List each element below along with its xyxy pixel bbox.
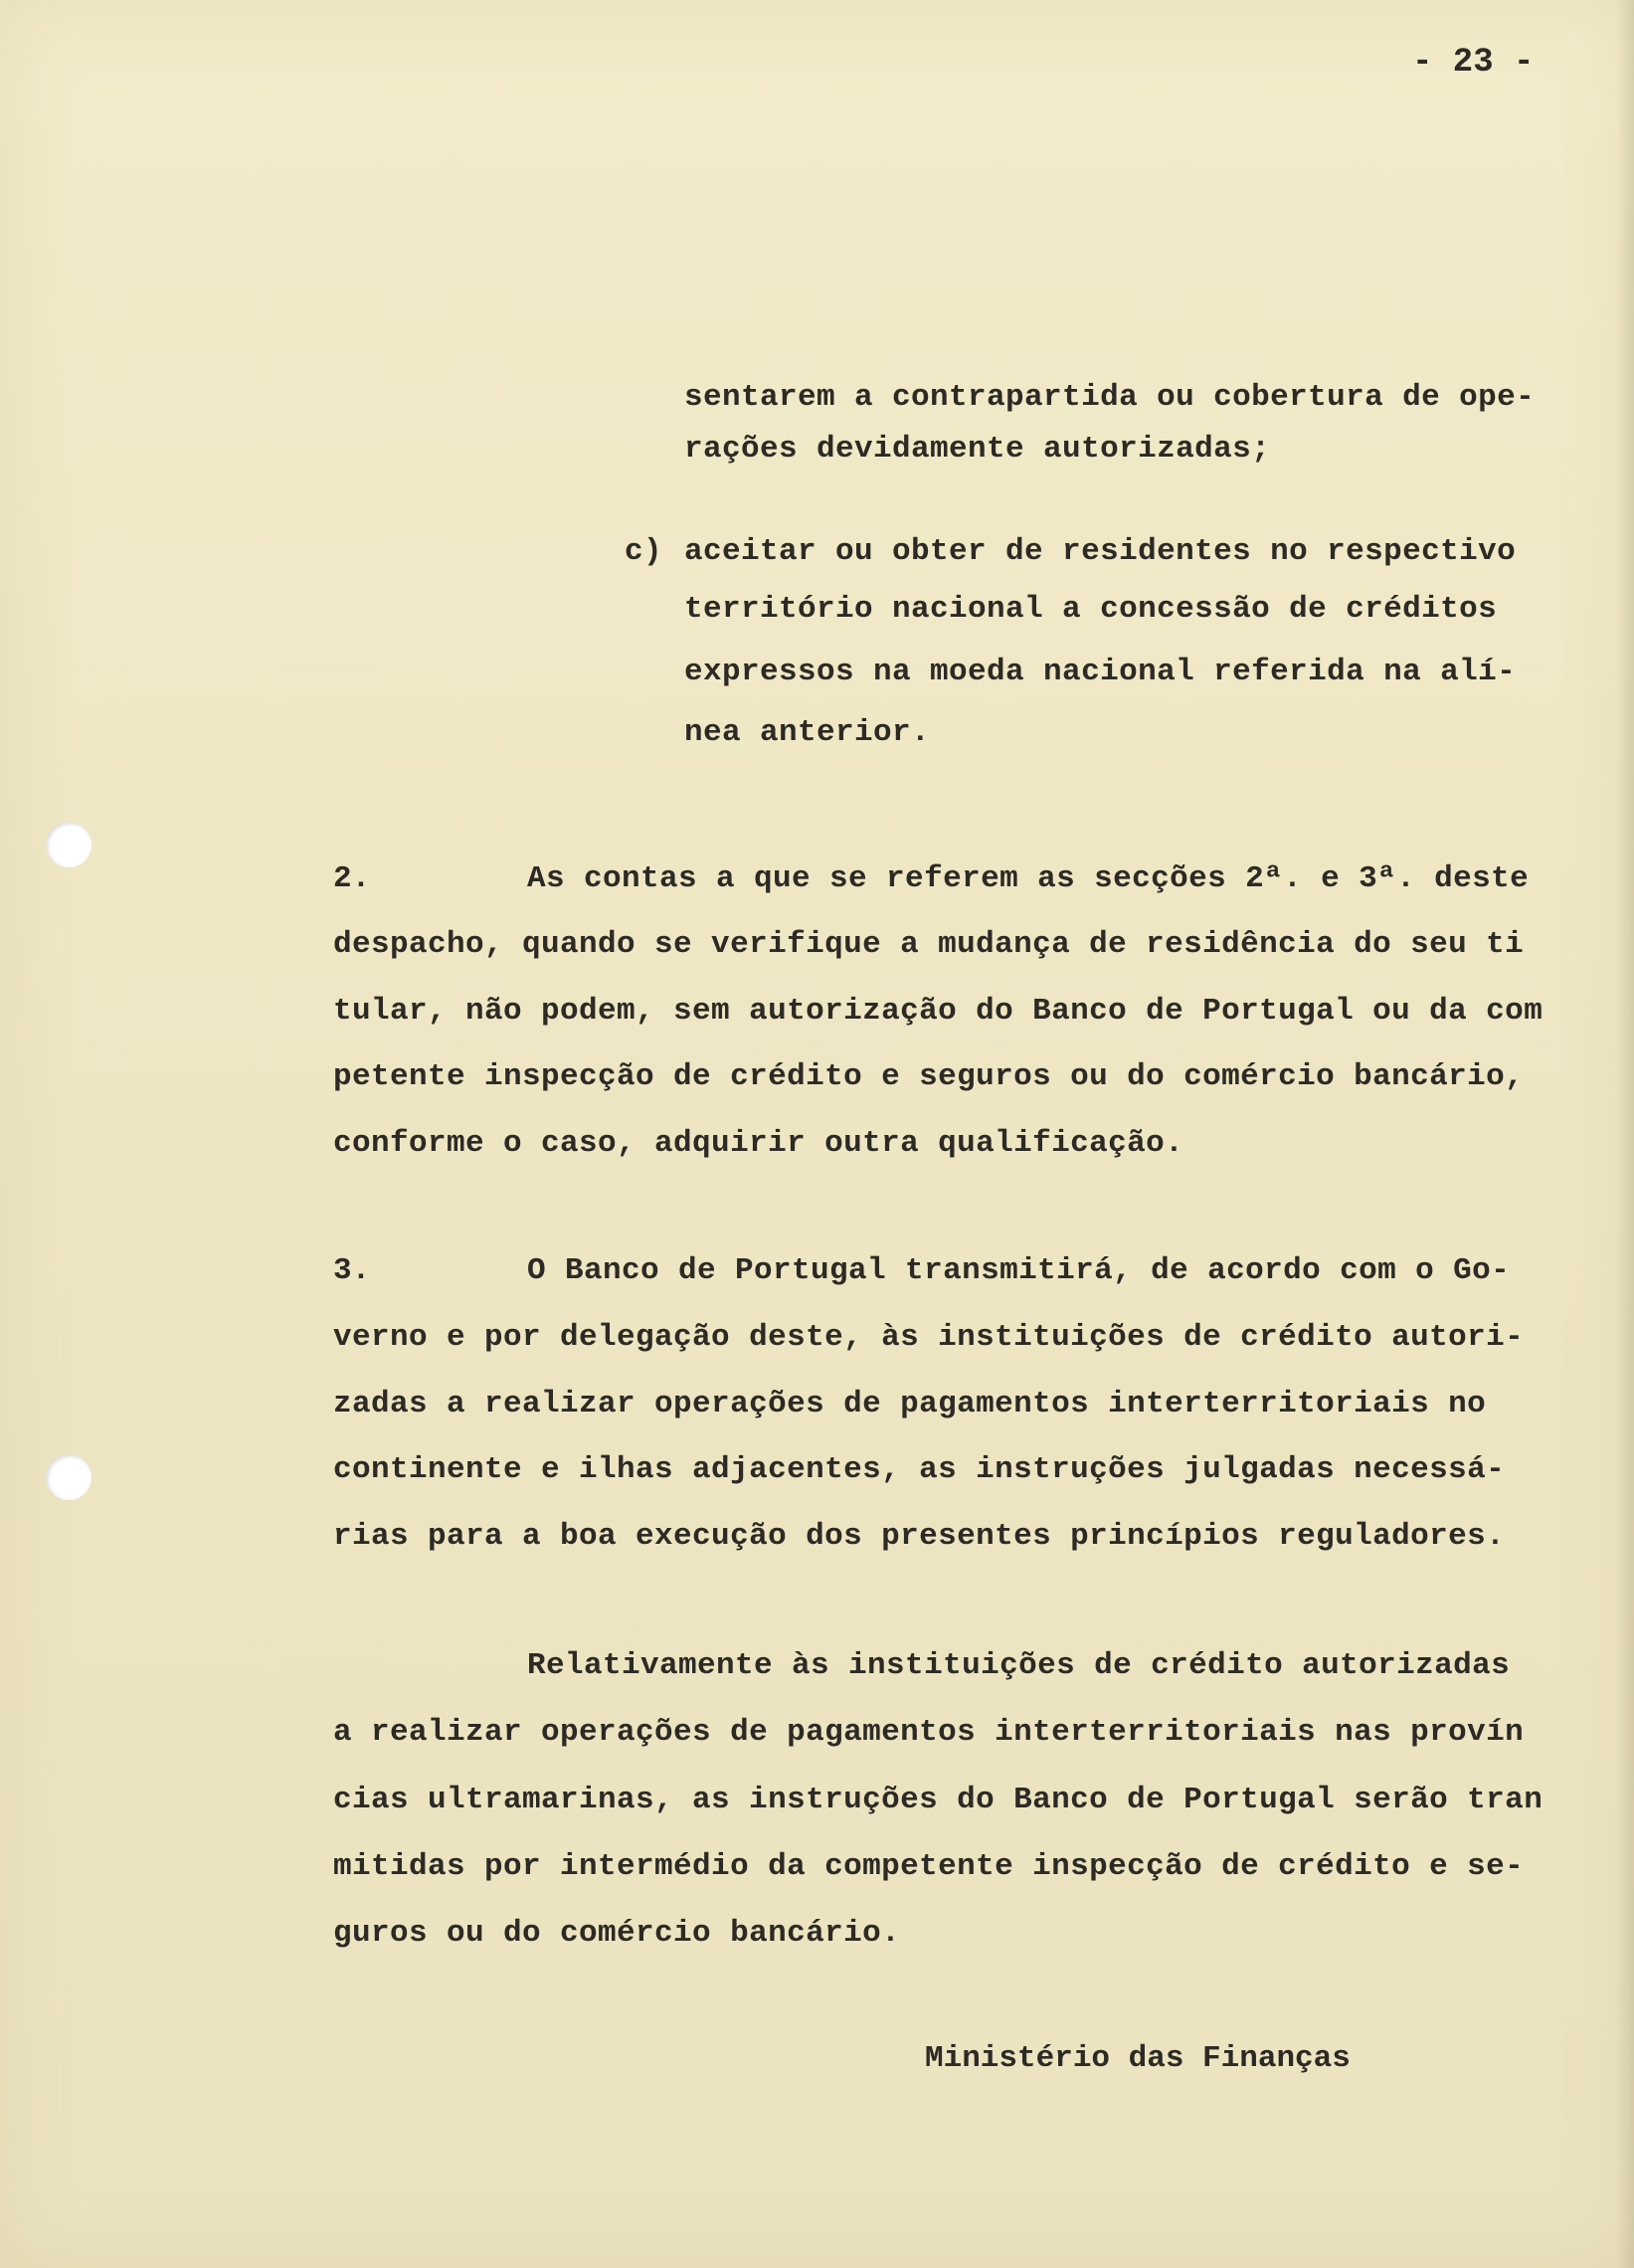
section-2-line: tular, não podem, sem autorização do Banco de Portugal ou da com — [333, 994, 1543, 1029]
final-paragraph-line: cias ultramarinas, as instruções do Banco de Portugal serão tran — [333, 1783, 1543, 1817]
item-c-line: aceitar ou obter de residentes no respectivo — [684, 534, 1517, 569]
punch-hole-top — [46, 822, 91, 867]
signature: Ministério das Finanças — [925, 2041, 1351, 2076]
section-3-number: 3. — [333, 1253, 371, 1288]
section-3-line: zadas a realizar operações de pagamentos interterritoriais no — [333, 1387, 1487, 1421]
section-3-line: continente e ilhas adjacentes, as instruções julgadas necessá- — [333, 1452, 1506, 1487]
section-2-line: petente inspecção de crédito e seguros ou do comércio bancário, — [333, 1059, 1525, 1094]
punch-hole-bottom — [46, 1454, 91, 1500]
final-paragraph-first-line: Relativamente às instituições de crédito autorizadas — [527, 1648, 1511, 1683]
page-number: - 23 - — [1412, 44, 1535, 82]
section-2-line: despacho, quando se verifique a mudança de residência do seu ti — [333, 927, 1525, 962]
final-paragraph-line: a realizar operações de pagamentos interterritoriais nas provín — [333, 1715, 1525, 1750]
page-edge-shadow — [1616, 0, 1634, 2268]
section-2-number: 2. — [333, 861, 371, 896]
item-c-line: nea anterior. — [684, 715, 931, 750]
continuation-line: sentarem a contrapartida ou cobertura de ope- — [684, 380, 1536, 415]
section-2-first-line: As contas a que se referem as secções 2ª. e 3ª. deste — [527, 861, 1530, 896]
item-c-line: território nacional a concessão de créditos — [684, 592, 1498, 627]
section-3-line: rias para a boa execução dos presentes princípios reguladores. — [333, 1519, 1506, 1554]
final-paragraph-line: mitidas por intermédio da competente inspecção de crédito e se- — [333, 1849, 1525, 1884]
final-paragraph-line: guros ou do comércio bancário. — [333, 1916, 901, 1951]
section-3-first-line: O Banco de Portugal transmitirá, de acordo com o Go- — [527, 1253, 1511, 1288]
item-c-label: c) — [625, 534, 663, 569]
item-c-line: expressos na moeda nacional referida na alí- — [684, 655, 1517, 689]
continuation-line: rações devidamente autorizadas; — [684, 432, 1271, 467]
section-3-line: verno e por delegação deste, às instituições de crédito autori- — [333, 1320, 1525, 1355]
section-2-line: conforme o caso, adquirir outra qualificação. — [333, 1126, 1184, 1161]
